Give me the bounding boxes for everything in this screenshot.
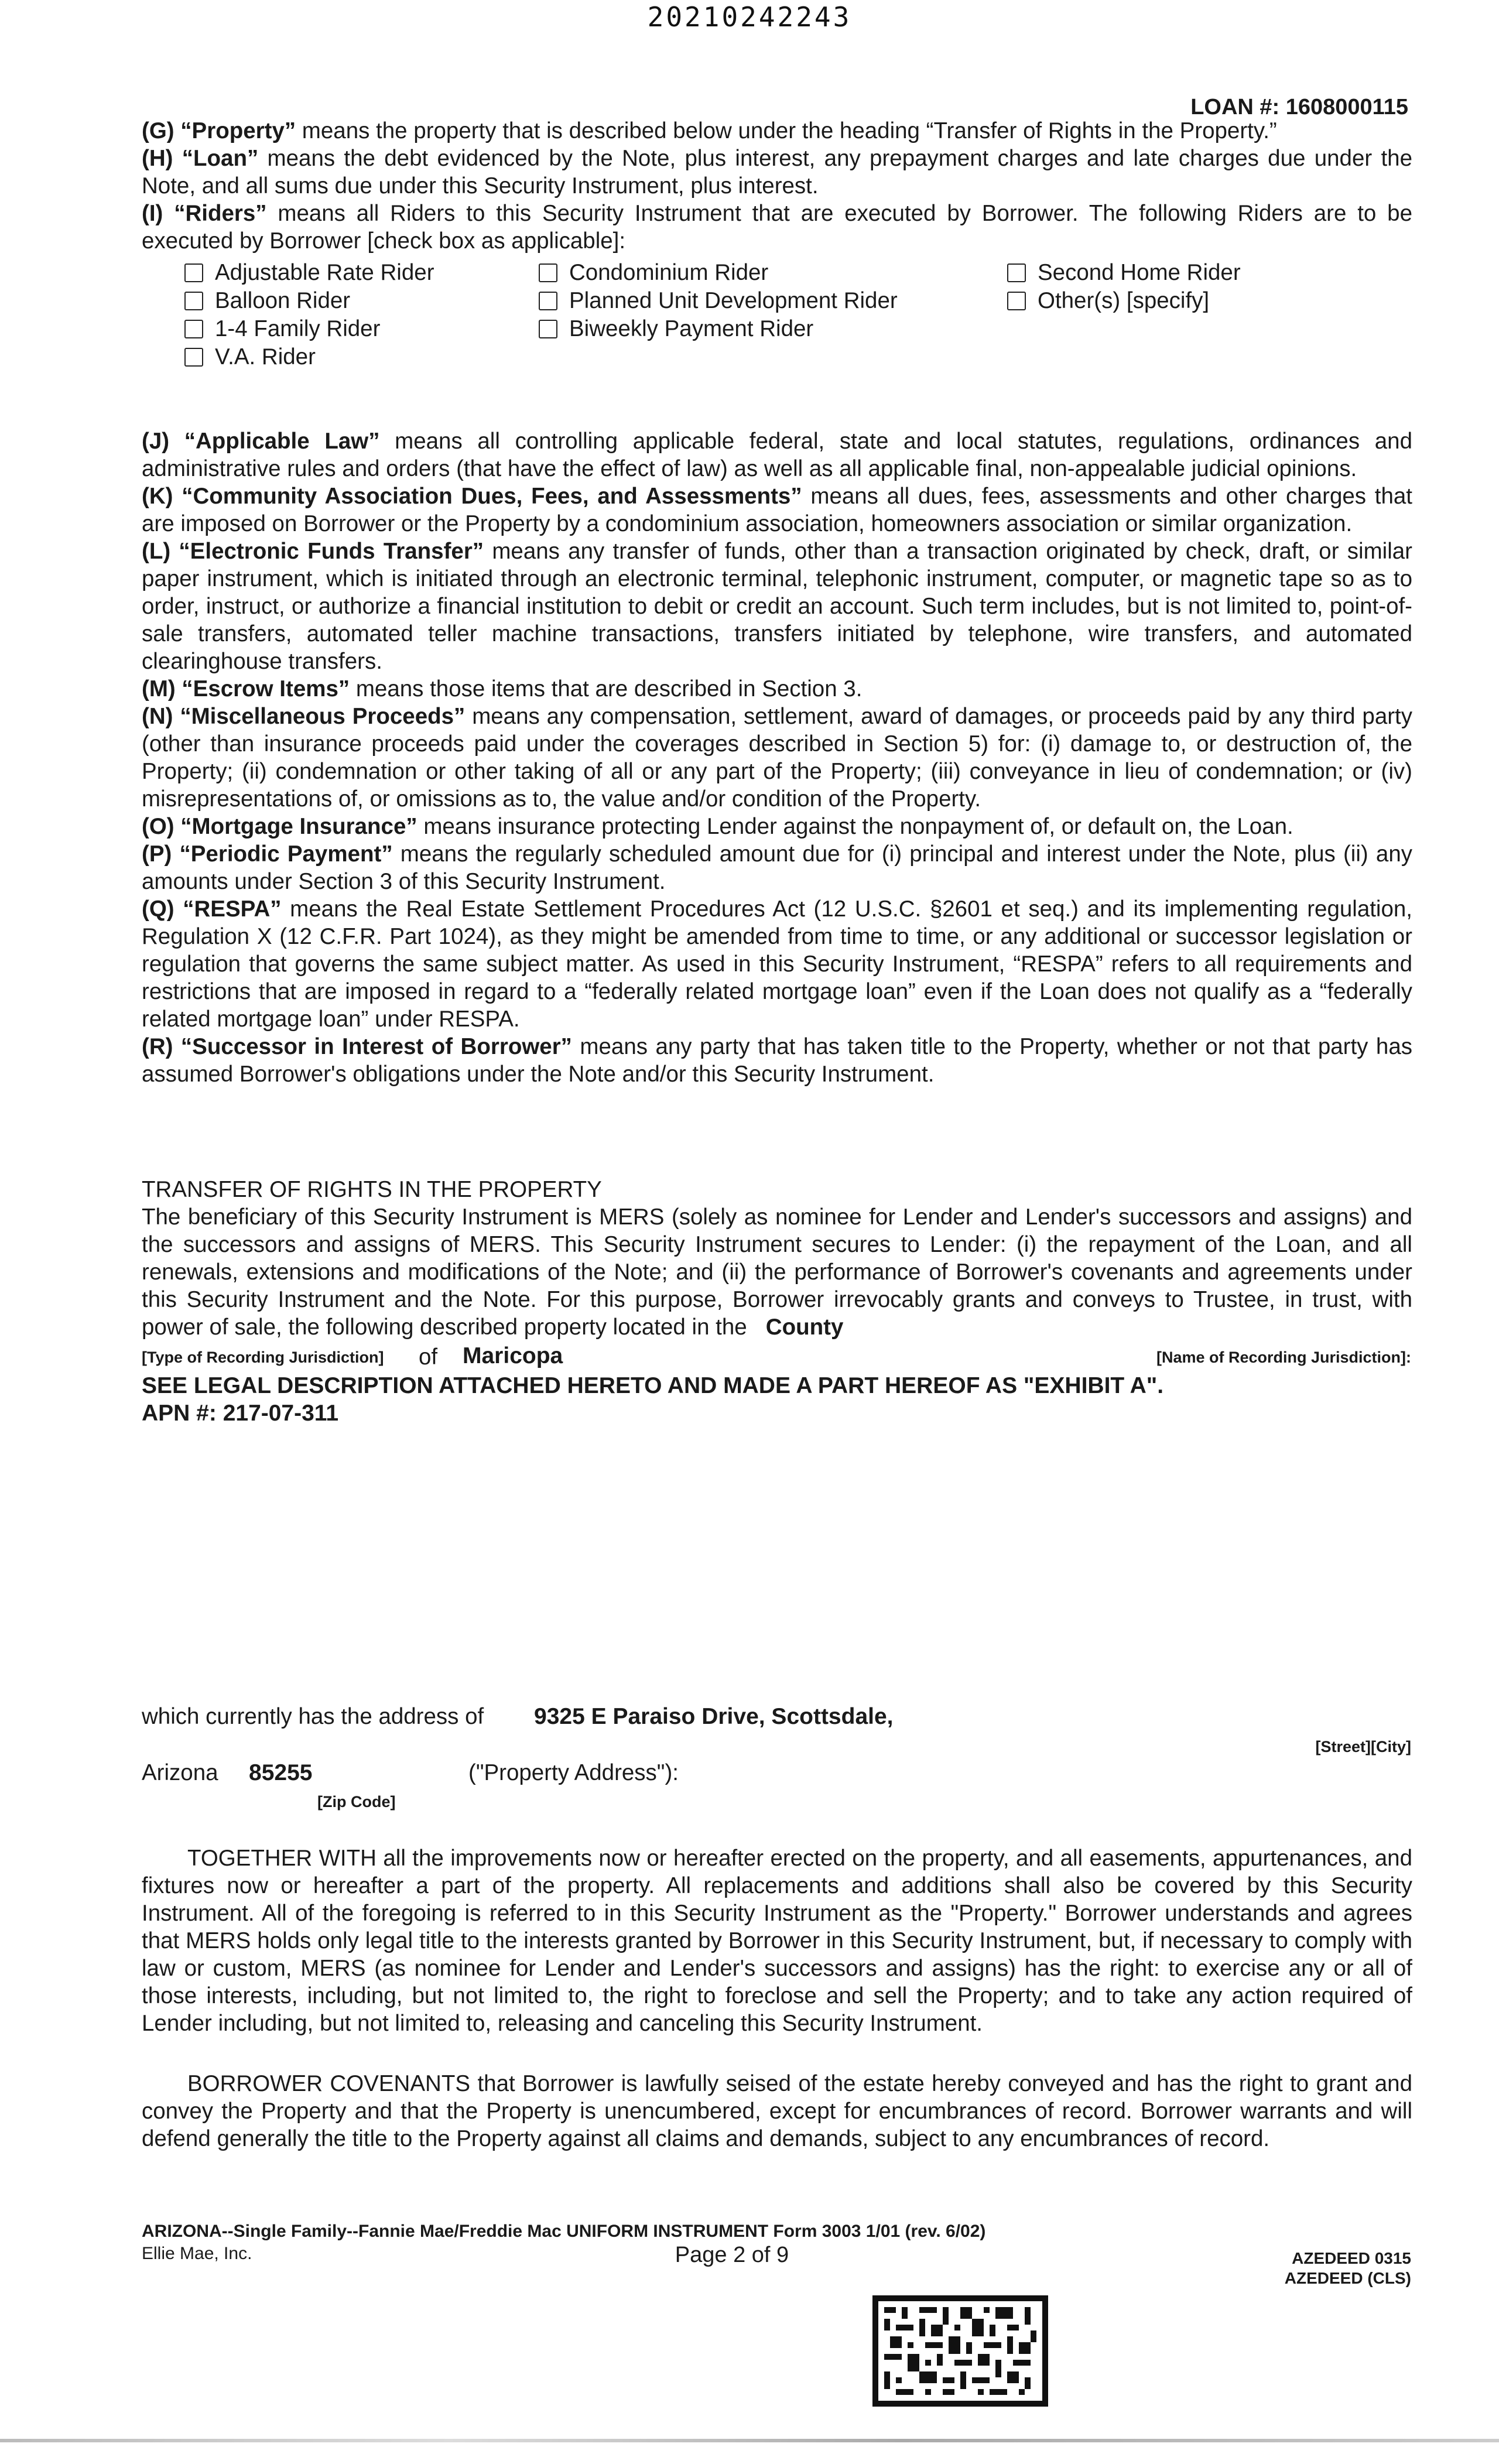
definition-r: (R) “Successor in Interest of Borrower” means any party that has taken title to the Property, whether or not that party has assumed Borrower's obligations under the Note and/or this Security Instrument. bbox=[142, 1034, 1412, 1087]
rider-va[interactable]: V.A. Rider bbox=[184, 344, 316, 370]
property-address-label: ("Property Address"): bbox=[468, 1760, 679, 1785]
street-city-value: 9325 E Paraiso Drive, Scottsdale, bbox=[534, 1704, 894, 1729]
checkbox[interactable] bbox=[539, 292, 557, 310]
footer-form-info bbox=[142, 2220, 985, 2265]
legal-description: SEE LEGAL DESCRIPTION ATTACHED HERETO AND MADE A PART HEREOF AS "EXHIBIT A". bbox=[142, 1373, 1164, 1398]
street-city-label: [Street][City] bbox=[1315, 1738, 1411, 1755]
checkbox[interactable] bbox=[1007, 263, 1026, 282]
state-value: Arizona bbox=[142, 1760, 218, 1785]
barcode-image bbox=[872, 2295, 1048, 2407]
checkbox[interactable] bbox=[539, 263, 557, 282]
checkbox[interactable] bbox=[184, 292, 203, 310]
page-number: Page 2 of 9 bbox=[675, 2243, 789, 2267]
scan-edge-line bbox=[0, 2439, 1499, 2442]
definition-n: (N) “Miscellaneous Proceeds” means any compensation, settlement, award of damages, or proceeds paid by any third party (other than insurance proceeds paid under the coverages described in Section 5) for: (i) damage to, or destruction of, the Property; (ii) condemnation or other taking of all or any part of the Property; (iii) conveyance in lieu of condemnation; or (iv) misrepresentations of, or omissions as to, the value and/or condition of the Property. bbox=[142, 704, 1412, 812]
checkbox[interactable] bbox=[184, 320, 203, 338]
jurisdiction-name-label: [Name of Recording Jurisdiction]: bbox=[1156, 1349, 1411, 1366]
definition-g: (G) “Property” means the property that is described below under the heading “Transfer of Rights in the Property.” bbox=[142, 118, 1277, 143]
form-identifier: ARIZONA--Single Family--Fannie Mae/Freddie Mac UNIFORM INSTRUMENT Form 3003 1/01 (rev. 6/02) bbox=[142, 2222, 986, 2241]
definition-p: (P) “Periodic Payment” means the regularly scheduled amount due for (i) principal and interest under the Note, plus (ii) any amounts under Section 3 of this Security Instrument. bbox=[142, 841, 1412, 894]
vendor-name: Ellie Mae, Inc. bbox=[142, 2244, 252, 2263]
definition-j: (J) “Applicable Law” means all controlling applicable federal, state and local statutes, regulations, ordinances and administrative rules and orders (that have the effect of law) as well as all applicable final, non-appealable judicial opinions. bbox=[142, 429, 1412, 481]
form-code-cls: AZEDEED (CLS) bbox=[1284, 2269, 1411, 2287]
checkbox[interactable] bbox=[184, 263, 203, 282]
footer-codes bbox=[1285, 2249, 1411, 2288]
borrower-covenants-paragraph: BORROWER COVENANTS that Borrower is lawfully seised of the estate hereby conveyed and has the right to grant and convey the Property and that the Property is unencumbered, except for encumbrances of record. Borrower warrants and will defend generally the title to the Property against all claims and demands, subject to any encumbrances of record. bbox=[142, 2071, 1412, 2151]
checkbox[interactable] bbox=[184, 348, 203, 367]
rider-adjustable-rate[interactable]: Adjustable Rate Rider bbox=[184, 260, 434, 286]
rider-second-home[interactable]: Second Home Rider bbox=[1007, 260, 1241, 286]
loan-number: LOAN #: 1608000115 bbox=[1190, 95, 1408, 119]
definition-o: (O) “Mortgage Insurance” means insurance protecting Lender against the nonpayment of, or default on, the Loan. bbox=[142, 814, 1293, 839]
zip-value: 85255 bbox=[249, 1760, 313, 1785]
together-with-paragraph: TOGETHER WITH all the improvements now or hereafter erected on the property, and all easements, appurtenances, and fixtures now or hereafter a part of the property. All replacements and additions shall also be covered by this Security Instrument. All of the foregoing is referred to in this Security Instrument as the "Property." Borrower understands and agrees that MERS holds only legal title to the interests granted by Borrower in this Security Instrument, but, if necessary to comply with law or custom, MERS (as nominee for Lender and Lender's successors and assigns) has the right: to exercise any or all of those interests, including, but not limited to, the right to foreclose and sell the Property; and to take any action required of Lender including, but not limited to, releasing and canceling this Security Instrument. bbox=[142, 1846, 1412, 2036]
transfer-section bbox=[142, 1176, 1412, 1341]
zip-label: [Zip Code] bbox=[317, 1793, 396, 1811]
recording-number: 20210242243 bbox=[647, 1, 852, 33]
rider-condominium[interactable]: Condominium Rider bbox=[539, 260, 768, 286]
definitions-top bbox=[142, 117, 1412, 255]
transfer-heading: TRANSFER OF RIGHTS IN THE PROPERTY bbox=[142, 1177, 602, 1202]
apn-number: APN #: 217-07-311 bbox=[142, 1401, 339, 1426]
definition-i: (I) “Riders” means all Riders to this Security Instrument that are executed by Borrower. The following Riders are to be executed by Borrower [check box as applicable]: bbox=[142, 201, 1412, 254]
riders-checklist bbox=[176, 260, 1288, 372]
rider-biweekly-payment[interactable]: Biweekly Payment Rider bbox=[539, 316, 813, 342]
rider-planned-unit-development[interactable]: Planned Unit Development Rider bbox=[539, 288, 898, 314]
transfer-paragraph: The beneficiary of this Security Instrument is MERS (solely as nominee for Lender and Lender's successors and assigns) and the successors and assigns of MERS. This Security Instrument secures to Lender: (i) the repayment of the Loan, and all renewals, extensions and modifications of the Note; and (ii) the performance of Borrower's covenants and agreements under this Security Instrument and the Note. For this purpose, Borrower irrevocably grants and conveys to Trustee, in trust, with power of sale, the following described property located in the County bbox=[142, 1204, 1412, 1340]
county-value: County bbox=[765, 1315, 844, 1340]
rider-1-4-family[interactable]: 1-4 Family Rider bbox=[184, 316, 380, 342]
definitions-main bbox=[142, 427, 1412, 1088]
jurisdiction-type-label: [Type of Recording Jurisdiction] bbox=[142, 1349, 384, 1366]
definition-m: (M) “Escrow Items” means those items that are described in Section 3. bbox=[142, 676, 863, 701]
rider-balloon[interactable]: Balloon Rider bbox=[184, 288, 350, 314]
checkbox[interactable] bbox=[1007, 292, 1026, 310]
checkbox[interactable] bbox=[539, 320, 557, 338]
jurisdiction-name-value: Maricopa bbox=[463, 1343, 563, 1368]
of-word: of bbox=[419, 1344, 438, 1370]
address-intro: which currently has the address of bbox=[142, 1704, 484, 1729]
definition-q: (Q) “RESPA” means the Real Estate Settlement Procedures Act (12 U.S.C. §2601 et seq.) and its implementing regulation, Regulation X (12 C.F.R. Part 1024), as they might be amended from time to time, or any additional or successor legislation or regulation that governs the same subject matter. As used in this Security Instrument, “RESPA” refers to all requirements and restrictions that are imposed in regard to a “federally related mortgage loan” even if the Loan does not qualify as a “federally related mortgage loan” under RESPA. bbox=[142, 896, 1412, 1032]
rider-other[interactable]: Other(s) [specify] bbox=[1007, 288, 1209, 314]
form-code: AZEDEED 0315 bbox=[1292, 2249, 1411, 2267]
definition-l: (L) “Electronic Funds Transfer” means any transfer of funds, other than a transaction originated by check, draft, or similar paper instrument, which is initiated through an electronic terminal, telephonic instrument, computer, or magnetic tape so as to order, instruct, or authorize a financial institution to debit or credit an account. Such term includes, but is not limited to, point-of-sale transfers, automated teller machine transactions, transfers initiated by telephone, wire transfers, and automated clearinghouse transfers. bbox=[142, 539, 1413, 674]
definition-h: (H) “Loan” means the debt evidenced by the Note, plus interest, any prepayment charges and late charges due under the Note, and all sums due under this Security Instrument, plus interest. bbox=[142, 146, 1413, 199]
definition-k: (K) “Community Association Dues, Fees, and Assessments” means all dues, fees, assessments and other charges that are imposed on Borrower or the Property by a condominium association, homeowners association or similar organization. bbox=[142, 484, 1412, 536]
